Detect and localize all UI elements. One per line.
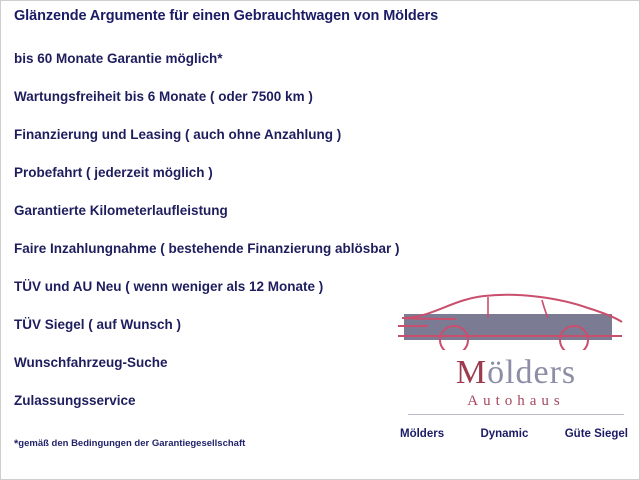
logo-divider xyxy=(408,414,624,415)
list-item: Wartungsfreiheit bis 6 Monate ( oder 7500 km ) xyxy=(14,89,313,104)
logo-tagline-row xyxy=(400,428,628,440)
footnote xyxy=(14,438,245,450)
list-item: TÜV und AU Neu ( wenn weniger als 12 Monate ) xyxy=(14,279,324,294)
list-item: Garantierte Kilometerlaufleistung xyxy=(14,203,228,218)
page-title: Glänzende Argumente für einen Gebrauchtwagen von Mölders xyxy=(14,8,439,24)
list-item: Wunschfahrzeug-Suche xyxy=(14,355,168,370)
logo-wordmark xyxy=(404,356,628,390)
logo-tag-brand: Mölders xyxy=(400,428,445,440)
list-item: bis 60 Monate Garantie möglich* xyxy=(14,51,223,66)
list-item: Zulassungsservice xyxy=(14,393,136,408)
logo-tag-seal: Güte Siegel xyxy=(564,428,628,440)
logo-tag-dynamic: Dynamic xyxy=(480,428,529,440)
logo-wordmark-rest: ölders xyxy=(487,354,577,391)
list-item: TÜV Siegel ( auf Wunsch ) xyxy=(14,317,182,332)
list-item: Finanzierung und Leasing ( auch ohne Anzahlung ) xyxy=(14,127,342,142)
logo-wordmark-initial: M xyxy=(455,354,488,391)
logo-subtitle: Autohaus xyxy=(467,393,565,409)
footnote-marker: * xyxy=(14,438,19,450)
car-silhouette-icon xyxy=(392,288,628,350)
company-logo xyxy=(392,288,628,468)
footnote-text: gemäß den Bedingungen der Garantiegesellschaft xyxy=(18,438,246,449)
list-item: Probefahrt ( jederzeit möglich ) xyxy=(14,165,213,180)
list-item: Faire Inzahlungnahme ( bestehende Finanzierung ablösbar ) xyxy=(14,241,400,256)
